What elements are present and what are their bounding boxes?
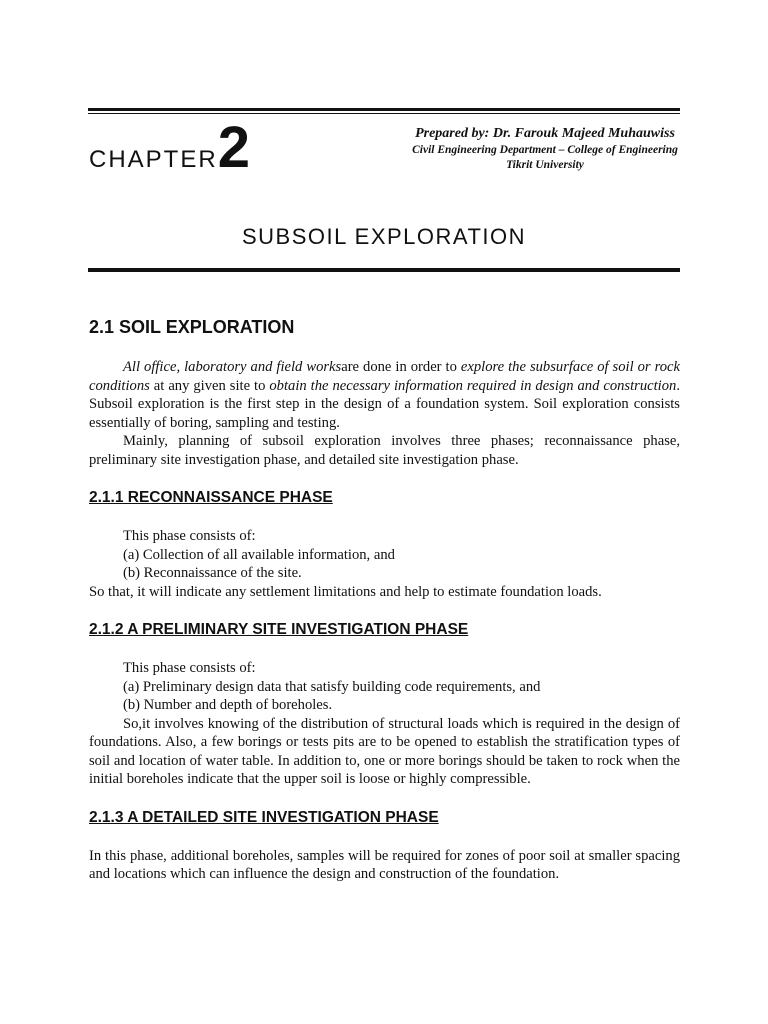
paragraph-conclusion: So that, it will indicate any settlement limitations and help to estimate foundation loads.	[89, 583, 602, 600]
chapter-title: SUBSOIL EXPLORATION	[241, 224, 526, 249]
list-intro: This phase consists of:	[123, 660, 256, 676]
list-item: (b) Number and depth of boreholes.	[123, 697, 333, 713]
list-item: (b) Reconnaissance of the site.	[123, 565, 302, 581]
list-intro: This phase consists of:	[123, 528, 256, 544]
author-block	[392, 125, 698, 173]
header-top-rule	[88, 108, 680, 114]
paragraph-soil-exploration-intro: All office, laboratory and field worksare done in order to explore the subsurface of soil or rock conditions at any given site to obtain the necessary information required in design and construction. Subsoil exploration is the first step in the design of a foundation system. Soil exploration consists essentially of boring, sampling and testing.	[89, 359, 680, 431]
chapter-label	[89, 115, 250, 190]
paragraph-detailed-phase: In this phase, additional boreholes, samples will be required for zones of poor soil at smaller spacing and locations which can influence the design and construction of the foundation.	[89, 847, 680, 882]
list-item: (a) Collection of all available information, and	[123, 546, 395, 563]
section-heading-2-1-2: 2.1.2 A PRELIMINARY SITE INVESTIGATION PHASE	[89, 621, 469, 638]
document-body	[89, 314, 680, 884]
chapter-number: 2	[217, 115, 250, 180]
paragraph-phases: Mainly, planning of subsoil exploration involves three phases; reconnaissance phase, preliminary site investigation phase, and detailed site investigation phase.	[89, 433, 680, 468]
list-item: (a) Preliminary design data that satisfy building code requirements, and	[123, 678, 541, 695]
section-heading-2-1-3: 2.1.3 A DETAILED SITE INVESTIGATION PHASE	[89, 808, 439, 826]
emphasis-text: All office, laboratory and field works	[123, 359, 342, 375]
university: Tikrit University	[506, 159, 584, 171]
section-heading-2-1-1: 2.1.1 RECONNAISSANCE PHASE	[89, 489, 333, 506]
emphasis-text: obtain the necessary information required in design and construction	[269, 377, 677, 394]
prepared-by: Prepared by: Dr. Farouk Majeed Muhauwiss	[415, 126, 675, 141]
emphasis-text: explore the subsurface of soil or rock conditions	[89, 359, 680, 394]
chapter-word: CHAPTER	[89, 146, 218, 173]
header-bottom-rule	[88, 268, 680, 272]
paragraph-preliminary-details: So,it involves knowing of the distribution of structural loads which is required in the design of foundations. Also, a few borings or tests pits are to be opened to establish the stratification types of soil and location of water table. In addition to, one or more borings should be taken to rock when the initial boreholes indicate that the upper soil is loose or highly compressible.	[89, 715, 680, 787]
department: Civil Engineering Department – College of Engineering	[412, 144, 678, 156]
section-heading-2-1: 2.1 SOIL EXPLORATION	[89, 317, 295, 337]
